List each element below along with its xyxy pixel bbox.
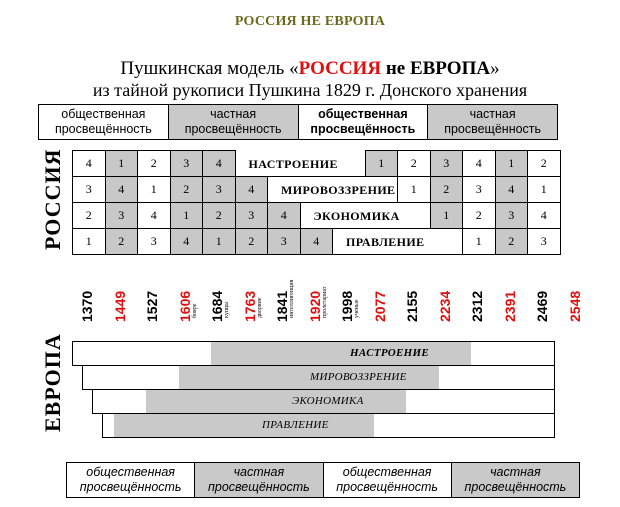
year-label: 2548 (566, 290, 583, 322)
russia-cell: 4 (72, 150, 106, 177)
year-label: 2077 (371, 290, 388, 322)
russia-cell: 1 (105, 150, 139, 177)
russia-cell: 3 (462, 176, 496, 203)
russia-cell: 4 (235, 176, 269, 203)
russia-cell: 2 (397, 150, 431, 177)
russia-cell: 3 (430, 150, 464, 177)
russia-cell: 1 (137, 176, 171, 203)
legend-bottom-cell: общественная просвещённость (324, 463, 452, 497)
russia-cell: 2 (462, 202, 496, 229)
russia-cell: 1 (462, 228, 496, 255)
russia-cell: 1 (495, 150, 529, 177)
russia-cell: 4 (462, 150, 496, 177)
title-suffix: » (490, 58, 500, 79)
russia-cell: 2 (137, 150, 171, 177)
russia-cell: 3 (105, 202, 139, 229)
europe-row-label: ЭКОНОМИКА (292, 395, 364, 407)
russia-row-label: НАСТРОЕНИЕ (248, 157, 338, 171)
year-note: интеллигенция (289, 279, 295, 318)
russia-cell: 2 (170, 176, 204, 203)
russia-cell: 4 (170, 228, 204, 255)
title-middle: не (381, 58, 410, 79)
russia-cell: 2 (235, 228, 269, 255)
europe-row-fill (114, 414, 374, 437)
russia-cell: 3 (527, 228, 561, 255)
russia-cell: 4 (495, 176, 529, 203)
europe-row-label: МИРОВОЗЗРЕНИЕ (310, 371, 407, 383)
year-label: 2155 (404, 290, 420, 322)
russia-cell: 3 (137, 228, 171, 255)
europe-label: ЕВРОПА (40, 333, 65, 432)
title-europe: ЕВРОПА (409, 58, 491, 79)
europe-row-fill (146, 390, 406, 413)
title-prefix: Пушкинская модель « (120, 58, 299, 79)
year-label: 2234 (436, 290, 453, 322)
legend-top-cell: частная просвещённость (169, 105, 299, 139)
year-note: пролетариат (321, 286, 328, 318)
russia-cell: 2 (72, 202, 106, 229)
russia-cell: 2 (202, 202, 236, 229)
year-note: купцы (224, 301, 230, 318)
year-label: 1920 (306, 290, 323, 322)
legend-top-cell: общественная просвещённость (39, 105, 169, 139)
year-label: 1606 (176, 290, 193, 322)
russia-row-label: ПРАВЛЕНИЕ (346, 235, 425, 249)
year-note: ученые (354, 299, 360, 318)
russia-cell: 3 (72, 176, 106, 203)
europe-row (72, 341, 555, 366)
model-title (0, 58, 620, 80)
year-label: 1998 (339, 290, 355, 322)
russia-row-label: МИРОВОЗЗРЕНИЕ (281, 183, 396, 197)
page-title: РОССИЯ НЕ ЕВРОПА (234, 14, 386, 29)
legend-top (38, 104, 558, 140)
year-label: 1684 (209, 290, 225, 322)
russia-cell: 3 (495, 202, 529, 229)
russia-cell: 1 (365, 150, 399, 177)
year-label: 1370 (79, 290, 95, 322)
russia-cell: 2 (495, 228, 529, 255)
europe-row-label: НАСТРОЕНИЕ (350, 347, 429, 359)
russia-label: РОССИЯ (40, 148, 65, 250)
legend-bottom-cell: общественная просвещённость (67, 463, 195, 497)
year-label: 2469 (534, 290, 550, 322)
year-label: 2312 (469, 290, 485, 322)
russia-cell: 4 (300, 228, 334, 255)
russia-cell: 4 (202, 150, 236, 177)
year-label: 1763 (241, 290, 258, 322)
russia-cell: 4 (137, 202, 171, 229)
russia-cell: 1 (170, 202, 204, 229)
russia-cell: 1 (397, 176, 431, 203)
russia-row-label: ЭКОНОМИКА (313, 209, 400, 223)
legend-top-cell: общественная просвещённость (299, 105, 429, 139)
russia-row-line (332, 254, 462, 255)
russia-cell: 3 (267, 228, 301, 255)
russia-cell: 3 (170, 150, 204, 177)
russia-cell: 1 (202, 228, 236, 255)
russia-cell: 2 (105, 228, 139, 255)
year-note: бояре (191, 303, 198, 318)
europe-row-fill (211, 342, 471, 365)
russia-cell: 2 (430, 176, 464, 203)
title-russia: РОССИЯ (298, 58, 382, 79)
russia-cell: 2 (527, 150, 561, 177)
year-label: 1841 (274, 290, 290, 322)
year-label: 2391 (501, 290, 518, 322)
russia-cell: 4 (105, 176, 139, 203)
legend-top-cell: частная просвещённость (428, 105, 557, 139)
year-label: 1527 (144, 290, 160, 322)
year-label: 1449 (111, 290, 128, 322)
russia-cell: 3 (202, 176, 236, 203)
europe-row-label: ПРАВЛЕНИЕ (262, 419, 329, 431)
russia-cell: 1 (527, 176, 561, 203)
legend-bottom (66, 462, 580, 498)
russia-cell: 4 (527, 202, 561, 229)
russia-cell: 1 (72, 228, 106, 255)
model-subtitle: из тайной рукописи Пушкина 1829 г. Донского хранения (92, 80, 528, 100)
russia-cell: 3 (235, 202, 269, 229)
legend-bottom-cell: частная просвещённость (195, 463, 323, 497)
russia-cell: 4 (267, 202, 301, 229)
year-note: дворяне (256, 297, 263, 318)
legend-bottom-cell: частная просвещённость (452, 463, 579, 497)
russia-cell: 1 (430, 202, 464, 229)
